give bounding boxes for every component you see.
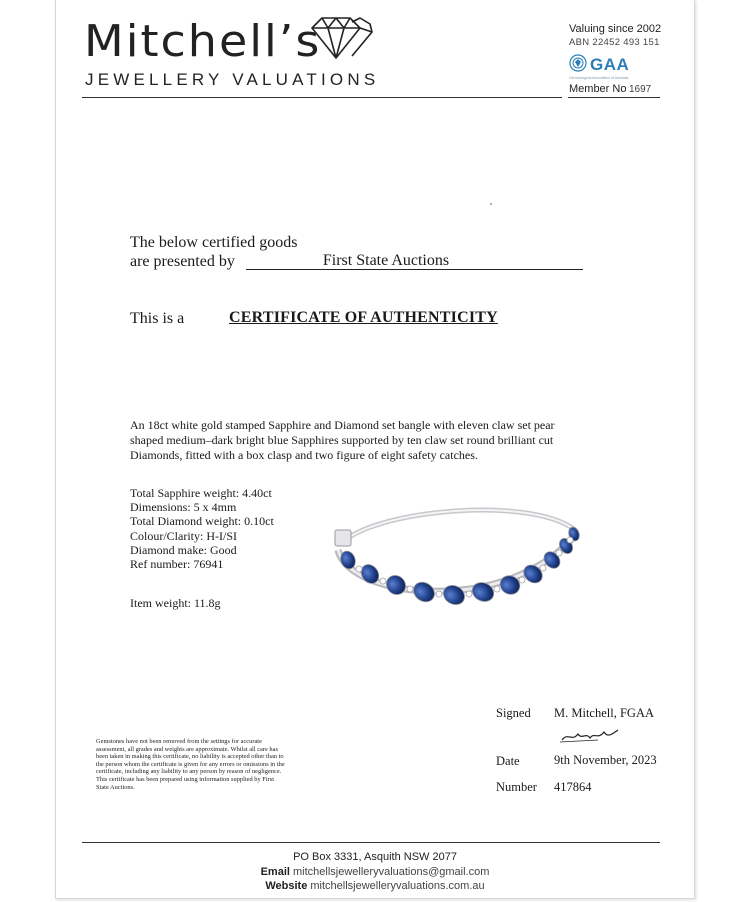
valuing-since: Valuing since 2002 (569, 23, 662, 35)
footer-divider (82, 842, 660, 843)
header-divider (82, 97, 562, 98)
gaa-emblem-icon (569, 54, 587, 72)
address-text: PO Box 3331, Asquith NSW 2077 (293, 851, 457, 863)
header-divider-right (568, 97, 660, 98)
signed-value: M. Mitchell, FGAA (554, 706, 654, 720)
footer-email (0, 866, 750, 878)
member-label: Member No (569, 83, 627, 95)
gaa-logo-text: GAA (590, 55, 630, 74)
spec-dimensions: Dimensions: 5 x 4mm (130, 500, 237, 515)
website-label: Website (265, 880, 308, 892)
date-value: 9th November, 2023 (554, 753, 657, 767)
specs-list (130, 486, 274, 571)
bangle-photo (330, 490, 590, 620)
footer-address (0, 851, 750, 863)
spec-diamond-weight: Total Diamond weight: 0.10ct (130, 514, 274, 529)
gaa-full-name: Gemmological Association of Australia (569, 76, 629, 80)
intro-line-2: are presented by (130, 253, 235, 270)
intro-line-1: The below certified goods (130, 234, 298, 251)
brand-name: Mitchell’s (84, 15, 322, 67)
spec-sapphire-weight: Total Sapphire weight: 4.40ct (130, 486, 272, 500)
certificate-number: 417864 (554, 780, 592, 794)
abn-number: ABN 22452 493 151 (569, 37, 660, 48)
date-label: Date (496, 754, 520, 768)
spec-colour-clarity: Colour/Clarity: H-I/SI (130, 528, 237, 543)
email-link[interactable]: mitchellsjewelleryvaluations@gmail.com (293, 866, 490, 878)
speck (490, 203, 492, 205)
disclaimer-text: Gemstones have not been removed from the settings for accurate assessment, all grades and weights are approximate. Whilst all care has been taken in making this certificate, no liability is accepted other than to the person whom the certificate is given for any errors or omissions in the certificate, including any liability to any person by reason of negligence. This certificate has been prepared using information supplied by First State Auctions. (96, 738, 285, 791)
signature-scribble (558, 726, 622, 746)
member-number: 1697 (629, 84, 652, 95)
signed-label: Signed (496, 706, 531, 720)
email-label: Email (260, 866, 290, 878)
number-label: Number (496, 780, 537, 794)
spec-ref-number: Ref number: 76941 (130, 557, 224, 572)
this-is-label: This is a (130, 310, 185, 327)
presenter-name: First State Auctions (322, 252, 450, 269)
diamond-icon (308, 16, 374, 60)
spec-diamond-make: Diamond make: Good (130, 542, 237, 557)
footer-website (0, 880, 750, 892)
item-weight: Item weight: 11.8g (130, 596, 221, 610)
brand-subtitle: JEWELLERY VALUATIONS (85, 70, 380, 89)
item-description: An 18ct white gold stamped Sapphire and Diamond set bangle with eleven claw set pear shaped medium–dark bright blue Sapphires supported by ten claw set round brilliant cut Diamonds, fitted with a box clasp and two figure of eight safety catches. (130, 418, 555, 462)
certificate-title: CERTIFICATE OF AUTHENTICITY (229, 309, 498, 326)
website-link[interactable]: mitchellsjewelleryvaluations.com.au (310, 880, 485, 892)
